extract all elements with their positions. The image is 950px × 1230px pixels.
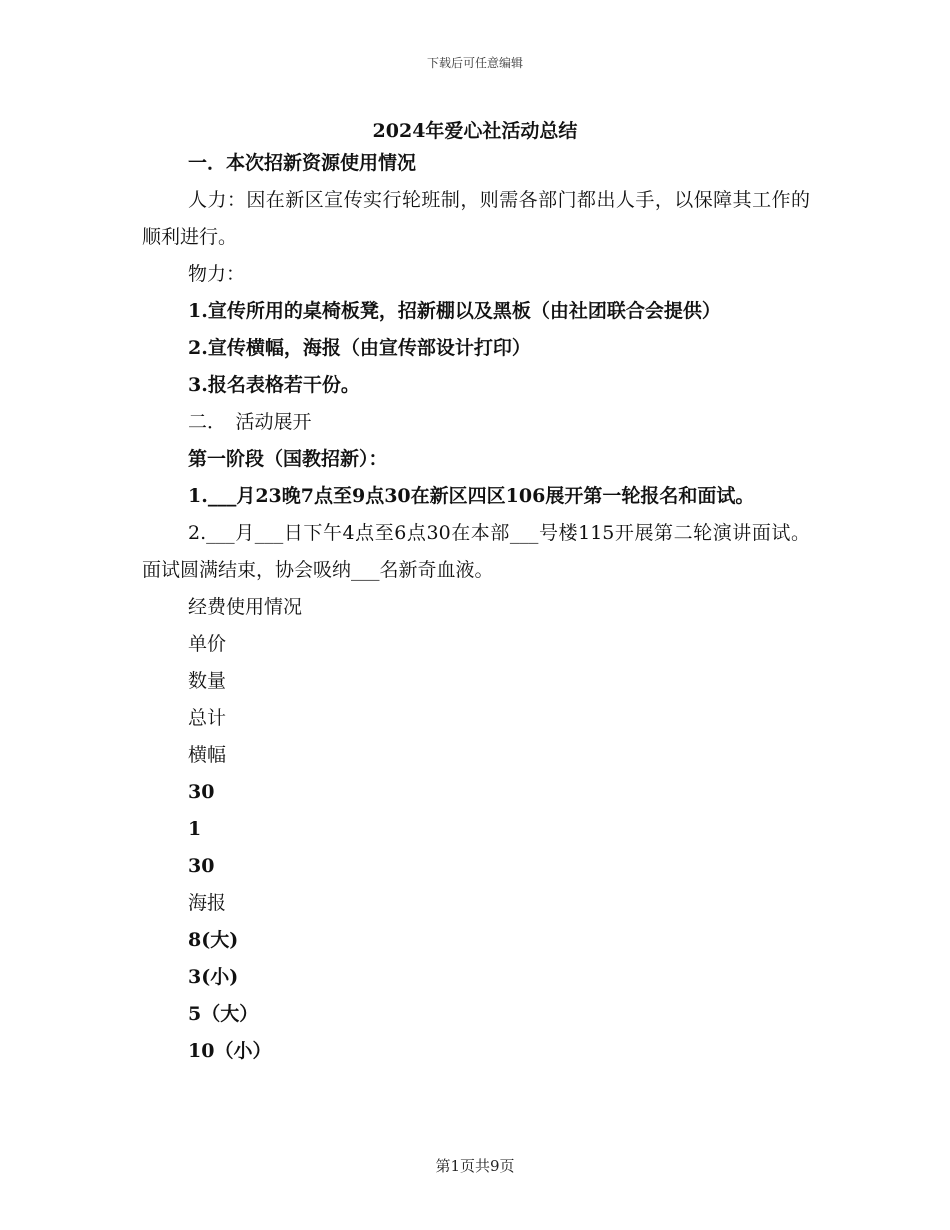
expense-item-poster: 海报 xyxy=(188,892,227,914)
page-header: 下载后可任意编辑 xyxy=(426,56,523,70)
document-title: 2024年爱心社活动总结 xyxy=(372,120,578,142)
poster-value: 5（大） xyxy=(188,1003,259,1025)
page-footer: 第1页共9页 xyxy=(435,1157,515,1175)
poster-value: 10（小） xyxy=(188,1040,272,1062)
banner-unit-price: 30 xyxy=(188,781,215,803)
expense-header-unit-price: 单价 xyxy=(188,633,227,655)
material-label: 物力： xyxy=(188,263,246,285)
stage1-item-second-round: 2.___月___日下午4点至6点30在本部___号楼115开展第二轮演讲面试。面试圆满结束，协会吸纳___名新奇血液。 xyxy=(142,522,810,581)
stage1-item-first-round: 1.___月23晚7点至9点30在新区四区106展开第一轮报名和面试。 xyxy=(188,485,755,507)
stage1-heading: 第一阶段（国教招新）： xyxy=(188,448,388,470)
material-item: 2.宣传横幅，海报（由宣传部设计打印） xyxy=(188,337,531,359)
section-heading-activities: 二． 活动展开 xyxy=(188,411,312,433)
expense-heading: 经费使用情况 xyxy=(188,596,303,618)
material-item: 1.宣传所用的桌椅板凳，招新棚以及黑板（由社团联合会提供） xyxy=(188,300,721,322)
banner-quantity: 1 xyxy=(188,818,202,840)
document-body xyxy=(142,145,810,1070)
poster-value: 8(大) xyxy=(188,929,239,951)
expense-header-quantity: 数量 xyxy=(188,670,227,692)
banner-total: 30 xyxy=(188,855,215,877)
expense-item-banner: 横幅 xyxy=(188,744,227,766)
poster-value: 3(小) xyxy=(188,966,239,988)
section-heading-resources: 一．本次招新资源使用情况 xyxy=(188,152,417,174)
material-item: 3.报名表格若干份。 xyxy=(188,374,360,396)
manpower-paragraph: 人力：因在新区宣传实行轮班制，则需各部门都出人手，以保障其工作的顺利进行。 xyxy=(142,189,810,248)
expense-header-total: 总计 xyxy=(188,707,227,729)
